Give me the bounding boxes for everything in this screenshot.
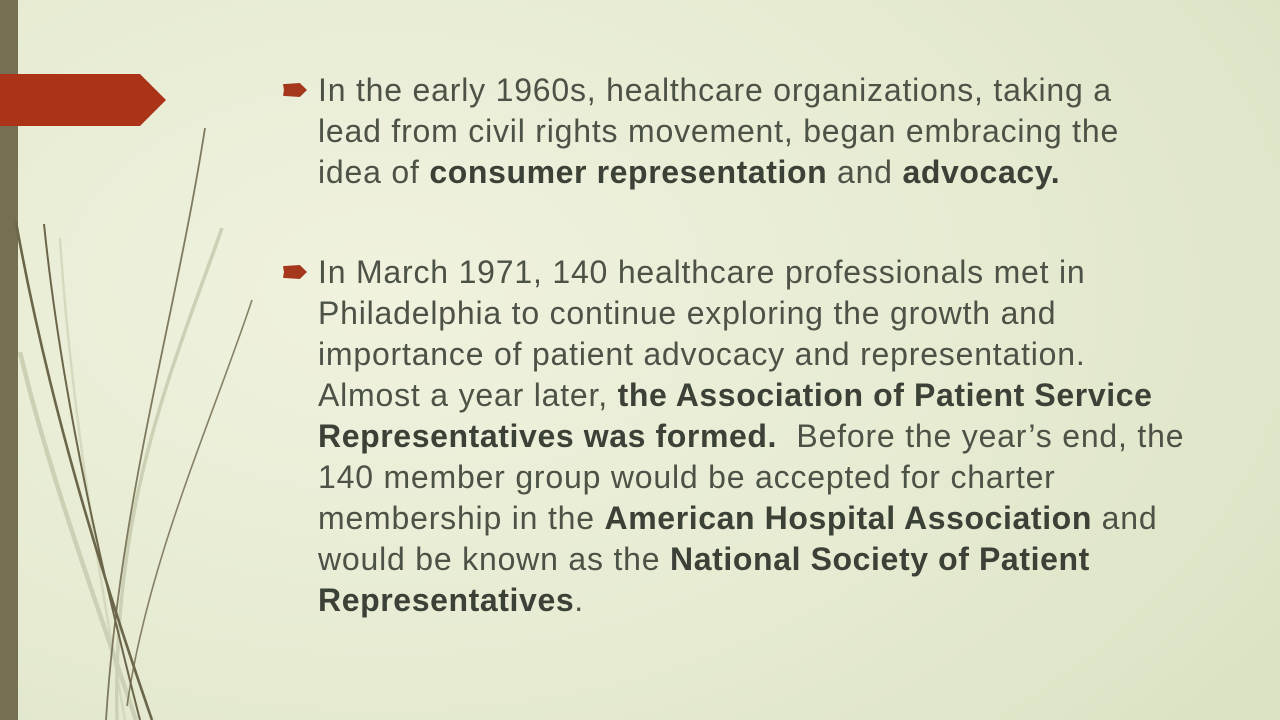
text-run: membership in the bbox=[318, 500, 605, 536]
bullet-paragraph-2 bbox=[283, 252, 1213, 621]
bullet-paragraph-1 bbox=[283, 70, 1213, 193]
text-run-bold: Representatives bbox=[318, 582, 575, 618]
title-arrow-shape bbox=[0, 0, 170, 130]
text-run: Almost a year later, bbox=[318, 377, 618, 413]
text-run: importance of patient advocacy and representation. bbox=[318, 336, 1086, 372]
arrow-bullet-icon bbox=[283, 265, 307, 279]
text-run-bold: Representatives was formed. bbox=[318, 418, 778, 454]
text-run: and bbox=[1091, 500, 1158, 536]
arrow-banner bbox=[0, 74, 166, 126]
wisp-curve-dark-4 bbox=[127, 300, 252, 706]
text-run: idea of bbox=[318, 154, 430, 190]
decorative-wisps bbox=[0, 0, 300, 720]
text-run: In the early 1960s, healthcare organizations, taking a bbox=[318, 72, 1112, 108]
text-run-bold: consumer representation bbox=[429, 154, 828, 190]
text-run-bold: advocacy. bbox=[902, 154, 1061, 190]
text-run: and bbox=[827, 154, 903, 190]
text-run: 140 member group would be accepted for charter bbox=[318, 459, 1056, 495]
wisp-curve-light-2 bbox=[20, 352, 136, 720]
text-run: Philadelphia to continue exploring the growth and bbox=[318, 295, 1057, 331]
text-run-bold: National Society of Patient bbox=[670, 541, 1090, 577]
text-run: lead from civil rights movement, began embracing the bbox=[318, 113, 1120, 149]
text-run: . bbox=[574, 582, 584, 618]
arrow-bullet-icon bbox=[283, 83, 307, 97]
slide-body bbox=[283, 70, 1213, 621]
wisp-curve-light-1 bbox=[117, 228, 222, 720]
left-accent-bar bbox=[0, 0, 18, 720]
paragraph-text-2 bbox=[318, 252, 1213, 621]
text-run: Before the year’s end, the bbox=[777, 418, 1185, 454]
wisp-curve-dark-1 bbox=[106, 128, 205, 720]
text-run: In March 1971, 140 healthcare professionals met in bbox=[318, 254, 1086, 290]
wisp-curve-dark-2 bbox=[16, 222, 152, 720]
wisp-curve-dark-3 bbox=[44, 224, 140, 720]
text-run: would be known as the bbox=[318, 541, 671, 577]
text-run-bold: the Association of Patient Service bbox=[617, 377, 1153, 413]
wisp-curve-light-3 bbox=[60, 238, 125, 720]
text-run-bold: American Hospital Association bbox=[604, 500, 1092, 536]
paragraph-text-1 bbox=[318, 70, 1213, 193]
